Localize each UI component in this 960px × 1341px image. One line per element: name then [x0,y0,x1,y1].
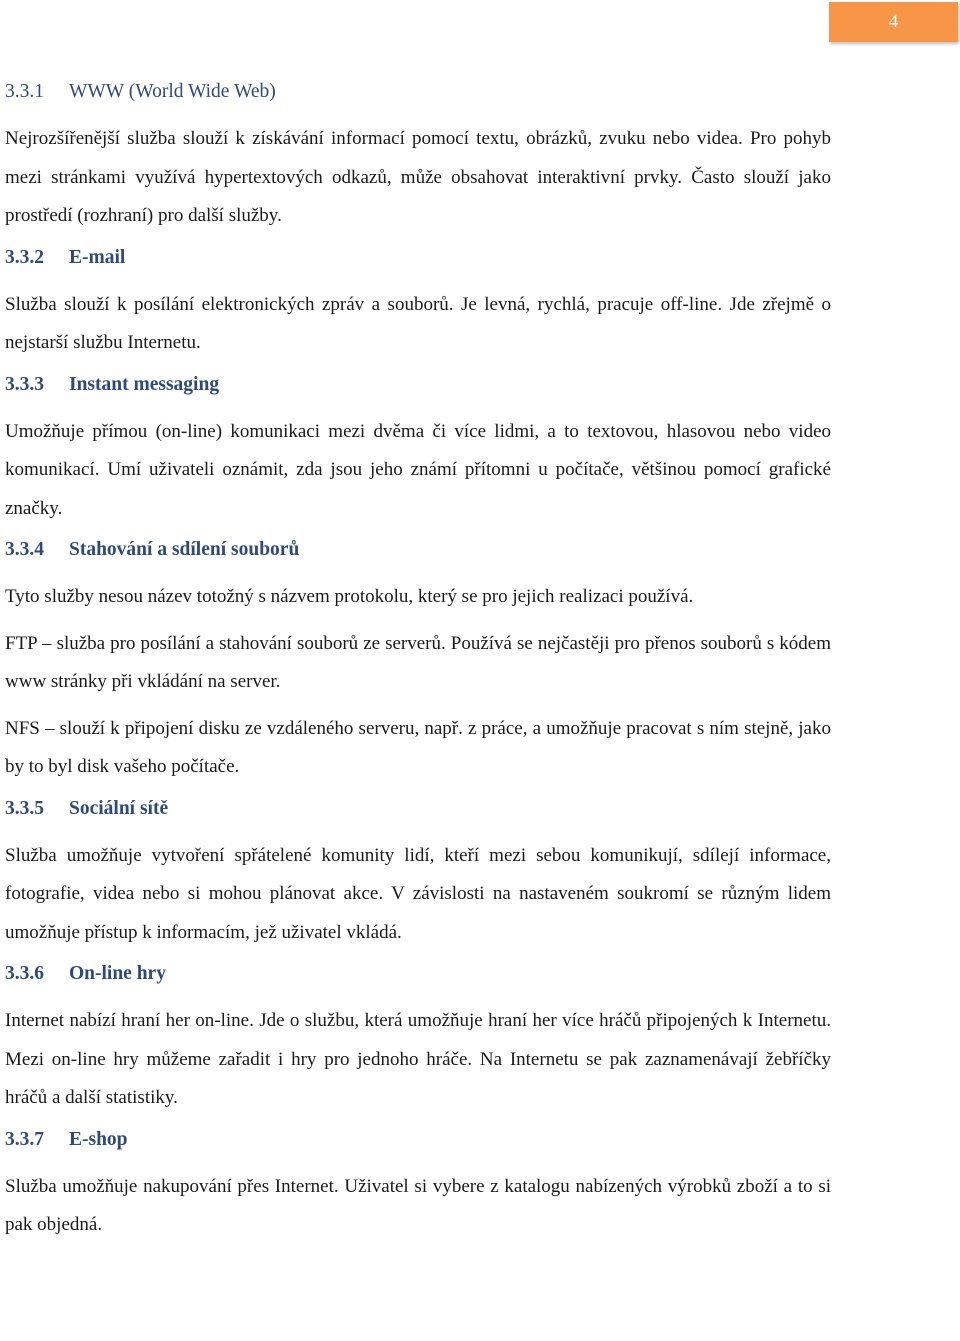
section-www [5,80,831,236]
section-title: Stahování a sdílení souborů [69,539,300,560]
section-heading [5,538,831,562]
section-online-games [5,962,831,1118]
section-instant-messaging [5,373,831,529]
section-number: 3.3.1 [5,81,44,102]
section-title: WWW (World Wide Web) [69,81,276,102]
paragraph: Nejrozšířenější služba slouží k získávání informací pomocí textu, obrázků, zvuku nebo videa. Pro pohyb mezi stránkami využívá hypertextových odkazů, může obsahovat interaktivní prvky. Často slouží jako prostředí (rozhraní) pro další služby. [5,128,831,226]
section-heading [5,373,831,397]
paragraph: Služba slouží k posílání elektronických zpráv a souborů. Je levná, rychlá, pracuje off-line. Jde zřejmě o nejstarší službu Internetu. [5,293,831,353]
section-social-networks [5,797,831,953]
section-eshop [5,1128,831,1245]
section-title: E-mail [69,246,126,268]
section-number: 3.3.3 [5,373,44,395]
page-number: 4 [888,11,899,32]
section-email [5,246,831,363]
section-title: On-line hry [69,963,166,984]
paragraph: Služba umožňuje nakupování přes Internet. Uživatel si vybere z katalogu nabízených výrobků zboží a to si pak objedná. [5,1175,831,1235]
section-title: Sociální sítě [69,797,169,819]
section-number: 3.3.2 [5,246,44,268]
section-title: E-shop [69,1128,128,1150]
paragraph-nfs: NFS – slouží k připojení disku ze vzdáleného serveru, např. z práce, a umožňuje pracovat s ním stejně, jako by to byl disk vašeho počítače. [5,717,831,777]
section-number: 3.3.5 [5,797,44,819]
section-title: Instant messaging [69,373,220,395]
paragraph: Tyto služby nesou název totožný s názvem protokolu, který se pro jejich realizaci používá. [5,586,694,607]
document-body [5,80,831,1255]
section-file-sharing [5,538,831,787]
section-number: 3.3.4 [5,539,44,560]
section-heading [5,1128,831,1152]
section-number: 3.3.7 [5,1128,44,1150]
section-heading [5,246,831,270]
section-heading [5,80,831,104]
paragraph: Umožňuje přímou (on-line) komunikaci mezi dvěma či více lidmi, a to textovou, hlasovou nebo video komunikací. Umí uživateli oznámit, zda jsou jeho známí přítomni u počítače, většinou pomocí grafické značky. [5,420,831,519]
paragraph: Služba umožňuje vytvoření spřátelené komunity lidí, kteří mezi sebou komunikují, sdílejí informace, fotografie, videa nebo si mohou plánovat akce. V závislosti na nastaveném soukromí se různým lidem umožňuje přístup k informacím, jež uživatel vkládá. [5,844,831,943]
paragraph: Internet nabízí hraní her on-line. Jde o službu, která umožňuje hraní her více hráčů připojených k Internetu. Mezi on-line hry můžeme zařadit i hry pro jednoho hráče. Na Internetu se pak zaznamenávají žebříčky hráčů a další statistiky. [5,1010,831,1108]
paragraph-ftp: FTP – služba pro posílání a stahování souborů ze serverů. Používá se nejčastěji pro přenos souborů s kódem www stránky při vkládání na server. [5,632,831,692]
section-number: 3.3.6 [5,963,44,984]
page-number-badge [829,2,958,42]
section-heading [5,962,831,986]
section-heading [5,797,831,821]
